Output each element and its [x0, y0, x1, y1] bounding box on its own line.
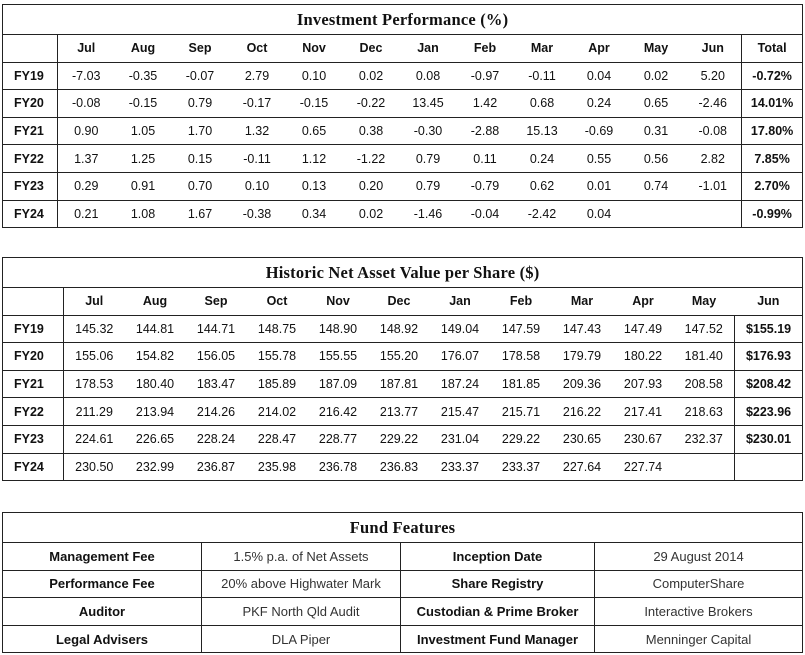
performance-cell: 0.15 [172, 145, 229, 173]
nav-cell: 183.47 [186, 370, 247, 398]
nav-cell: 144.81 [125, 315, 186, 343]
feature-value: 29 August 2014 [595, 543, 803, 571]
nav-cell: 229.22 [369, 425, 430, 453]
jun-header: Jun [735, 288, 803, 316]
nav-cell: 230.50 [64, 453, 125, 481]
year-label: FY22 [3, 145, 58, 173]
nav-cell: 178.58 [491, 343, 552, 371]
performance-cell: -0.07 [172, 62, 229, 90]
performance-cell: 0.02 [343, 62, 400, 90]
nav-cell: 229.22 [491, 425, 552, 453]
feature-value: ComputerShare [595, 570, 803, 598]
performance-header-row [3, 35, 803, 63]
performance-cell: -0.22 [343, 90, 400, 118]
feature-value: DLA Piper [202, 625, 401, 653]
performance-cell: -1.22 [343, 145, 400, 173]
nav-cell: 155.55 [308, 343, 369, 371]
table-row [3, 90, 803, 118]
nav-cell: 185.89 [247, 370, 308, 398]
month-header: Jan [400, 35, 457, 63]
nav-header-row [3, 288, 803, 316]
feature-row [3, 598, 803, 626]
nav-cell: 156.05 [186, 343, 247, 371]
performance-cell: 0.20 [343, 172, 400, 200]
table-row [3, 145, 803, 173]
month-header: Oct [247, 288, 308, 316]
nav-cell: 178.53 [64, 370, 125, 398]
performance-cell: 0.08 [400, 62, 457, 90]
nav-cell: 181.85 [491, 370, 552, 398]
performance-cell: 0.02 [343, 200, 400, 228]
performance-cell: 2.82 [685, 145, 742, 173]
nav-cell: 214.02 [247, 398, 308, 426]
nav-cell: 155.78 [247, 343, 308, 371]
nav-cell: 216.22 [552, 398, 613, 426]
performance-cell: 1.32 [229, 117, 286, 145]
nav-cell: 236.78 [308, 453, 369, 481]
nav-cell: 228.77 [308, 425, 369, 453]
feature-label: Investment Fund Manager [401, 625, 595, 653]
performance-cell: -0.11 [514, 62, 571, 90]
nav-cell: 207.93 [613, 370, 674, 398]
year-label: FY24 [3, 200, 58, 228]
nav-cell: 176.07 [430, 343, 491, 371]
investment-performance-table [2, 4, 803, 228]
performance-cell: 0.56 [628, 145, 685, 173]
month-header: Jan [430, 288, 491, 316]
jun-cell: $223.96 [735, 398, 803, 426]
performance-cell: 0.01 [571, 172, 628, 200]
performance-cell: 0.79 [400, 172, 457, 200]
performance-cell [685, 200, 742, 228]
nav-cell: 233.37 [430, 453, 491, 481]
performance-title: Investment Performance (%) [3, 5, 803, 35]
performance-cell: 0.04 [571, 200, 628, 228]
performance-cell: 15.13 [514, 117, 571, 145]
performance-cell: 0.79 [172, 90, 229, 118]
nav-cell: 218.63 [674, 398, 735, 426]
year-label: FY24 [3, 453, 64, 481]
nav-cell: 187.24 [430, 370, 491, 398]
jun-cell: $208.42 [735, 370, 803, 398]
month-header: Dec [369, 288, 430, 316]
table-row [3, 453, 803, 481]
nav-cell: 235.98 [247, 453, 308, 481]
month-header: Oct [229, 35, 286, 63]
month-header: Jul [64, 288, 125, 316]
nav-cell: 148.92 [369, 315, 430, 343]
performance-cell: 0.10 [286, 62, 343, 90]
nav-cell: 148.75 [247, 315, 308, 343]
performance-cell: 0.21 [58, 200, 115, 228]
table-row [3, 200, 803, 228]
nav-cell: 213.94 [125, 398, 186, 426]
nav-cell: 148.90 [308, 315, 369, 343]
jun-cell: $176.93 [735, 343, 803, 371]
performance-cell: 0.91 [115, 172, 172, 200]
performance-cell: 0.24 [514, 145, 571, 173]
nav-cell: 145.32 [64, 315, 125, 343]
performance-cell: 0.70 [172, 172, 229, 200]
performance-cell: 0.24 [571, 90, 628, 118]
performance-cell: 0.31 [628, 117, 685, 145]
month-header: Feb [491, 288, 552, 316]
performance-cell: 0.02 [628, 62, 685, 90]
performance-cell: -0.79 [457, 172, 514, 200]
table-row [3, 425, 803, 453]
month-header: Nov [286, 35, 343, 63]
month-header: May [628, 35, 685, 63]
year-label: FY22 [3, 398, 64, 426]
nav-cell: 227.64 [552, 453, 613, 481]
feature-row [3, 543, 803, 571]
nav-cell: 215.71 [491, 398, 552, 426]
performance-cell: 0.90 [58, 117, 115, 145]
feature-label: Performance Fee [3, 570, 202, 598]
nav-cell: 149.04 [430, 315, 491, 343]
total-cell: 2.70% [742, 172, 803, 200]
historic-nav-table [2, 257, 803, 481]
performance-cell: -0.17 [229, 90, 286, 118]
performance-cell: -0.15 [286, 90, 343, 118]
performance-corner-cell [3, 35, 58, 63]
nav-cell: 180.22 [613, 343, 674, 371]
total-cell: 17.80% [742, 117, 803, 145]
performance-cell: -0.97 [457, 62, 514, 90]
nav-cell: 144.71 [186, 315, 247, 343]
nav-cell: 233.37 [491, 453, 552, 481]
performance-cell: 1.37 [58, 145, 115, 173]
feature-value: PKF North Qld Audit [202, 598, 401, 626]
table-row [3, 315, 803, 343]
nav-cell: 236.87 [186, 453, 247, 481]
month-header: May [674, 288, 735, 316]
total-header: Total [742, 35, 803, 63]
nav-cell: 236.83 [369, 453, 430, 481]
month-header: Nov [308, 288, 369, 316]
year-label: FY21 [3, 370, 64, 398]
nav-cell: 154.82 [125, 343, 186, 371]
performance-cell: 0.29 [58, 172, 115, 200]
nav-cell: 180.40 [125, 370, 186, 398]
performance-cell: 0.13 [286, 172, 343, 200]
total-cell: -0.99% [742, 200, 803, 228]
feature-label: Share Registry [401, 570, 595, 598]
performance-cell: 1.25 [115, 145, 172, 173]
performance-cell: -7.03 [58, 62, 115, 90]
year-label: FY23 [3, 425, 64, 453]
year-label: FY23 [3, 172, 58, 200]
feature-row [3, 625, 803, 653]
total-cell: 7.85% [742, 145, 803, 173]
performance-cell: 1.67 [172, 200, 229, 228]
performance-cell: 0.74 [628, 172, 685, 200]
month-header: Sep [186, 288, 247, 316]
year-label: FY19 [3, 315, 64, 343]
nav-cell: 215.47 [430, 398, 491, 426]
performance-cell: -2.88 [457, 117, 514, 145]
nav-cell: 211.29 [64, 398, 125, 426]
feature-value: Menninger Capital [595, 625, 803, 653]
nav-cell: 227.74 [613, 453, 674, 481]
feature-row [3, 570, 803, 598]
table-row [3, 172, 803, 200]
nav-cell: 147.49 [613, 315, 674, 343]
total-cell: 14.01% [742, 90, 803, 118]
nav-cell: 232.37 [674, 425, 735, 453]
performance-cell: 1.42 [457, 90, 514, 118]
year-label: FY20 [3, 90, 58, 118]
nav-cell: 155.20 [369, 343, 430, 371]
nav-cell: 147.52 [674, 315, 735, 343]
nav-cell [674, 453, 735, 481]
month-header: Sep [172, 35, 229, 63]
total-cell: -0.72% [742, 62, 803, 90]
performance-cell: 0.65 [286, 117, 343, 145]
nav-cell: 216.42 [308, 398, 369, 426]
feature-label: Custodian & Prime Broker [401, 598, 595, 626]
feature-label: Legal Advisers [3, 625, 202, 653]
performance-cell: 0.11 [457, 145, 514, 173]
nav-cell: 147.43 [552, 315, 613, 343]
nav-cell: 230.67 [613, 425, 674, 453]
nav-corner-cell [3, 288, 64, 316]
table-row [3, 398, 803, 426]
month-header: Aug [115, 35, 172, 63]
month-header: Apr [613, 288, 674, 316]
month-header: Aug [125, 288, 186, 316]
performance-cell: -0.69 [571, 117, 628, 145]
nav-cell: 208.58 [674, 370, 735, 398]
nav-cell: 147.59 [491, 315, 552, 343]
performance-cell: 5.20 [685, 62, 742, 90]
feature-value: 20% above Highwater Mark [202, 570, 401, 598]
performance-cell: -0.15 [115, 90, 172, 118]
performance-cell: 0.62 [514, 172, 571, 200]
nav-cell: 217.41 [613, 398, 674, 426]
nav-cell: 226.65 [125, 425, 186, 453]
jun-cell: $155.19 [735, 315, 803, 343]
feature-label: Inception Date [401, 543, 595, 571]
performance-cell: 1.05 [115, 117, 172, 145]
month-header: Mar [552, 288, 613, 316]
nav-cell: 179.79 [552, 343, 613, 371]
performance-cell: 1.70 [172, 117, 229, 145]
performance-cell: -0.30 [400, 117, 457, 145]
performance-cell: 0.68 [514, 90, 571, 118]
jun-cell: $230.01 [735, 425, 803, 453]
jun-cell [735, 453, 803, 481]
performance-cell: 0.65 [628, 90, 685, 118]
feature-label: Management Fee [3, 543, 202, 571]
performance-cell: 0.34 [286, 200, 343, 228]
nav-cell: 187.81 [369, 370, 430, 398]
table-row [3, 343, 803, 371]
fund-features-table [2, 512, 803, 653]
performance-cell: -0.08 [58, 90, 115, 118]
performance-cell: 1.12 [286, 145, 343, 173]
performance-cell: -1.46 [400, 200, 457, 228]
performance-cell: 0.55 [571, 145, 628, 173]
performance-cell: 0.04 [571, 62, 628, 90]
performance-cell: -2.46 [685, 90, 742, 118]
features-title: Fund Features [3, 513, 803, 543]
nav-cell: 155.06 [64, 343, 125, 371]
performance-cell: 13.45 [400, 90, 457, 118]
nav-cell: 214.26 [186, 398, 247, 426]
nav-cell: 230.65 [552, 425, 613, 453]
month-header: Mar [514, 35, 571, 63]
performance-cell: -0.04 [457, 200, 514, 228]
performance-cell: -0.08 [685, 117, 742, 145]
performance-cell: 1.08 [115, 200, 172, 228]
year-label: FY19 [3, 62, 58, 90]
feature-value: Interactive Brokers [595, 598, 803, 626]
month-header: Jun [685, 35, 742, 63]
nav-cell: 187.09 [308, 370, 369, 398]
month-header: Jul [58, 35, 115, 63]
year-label: FY20 [3, 343, 64, 371]
performance-cell: -1.01 [685, 172, 742, 200]
month-header: Feb [457, 35, 514, 63]
nav-cell: 213.77 [369, 398, 430, 426]
performance-cell: -0.11 [229, 145, 286, 173]
performance-cell: -0.38 [229, 200, 286, 228]
table-row [3, 117, 803, 145]
performance-cell: -2.42 [514, 200, 571, 228]
nav-cell: 231.04 [430, 425, 491, 453]
nav-cell: 181.40 [674, 343, 735, 371]
nav-title: Historic Net Asset Value per Share ($) [3, 258, 803, 288]
nav-cell: 224.61 [64, 425, 125, 453]
nav-cell: 232.99 [125, 453, 186, 481]
nav-cell: 228.47 [247, 425, 308, 453]
performance-cell [628, 200, 685, 228]
year-label: FY21 [3, 117, 58, 145]
performance-cell: 0.10 [229, 172, 286, 200]
feature-value: 1.5% p.a. of Net Assets [202, 543, 401, 571]
nav-cell: 209.36 [552, 370, 613, 398]
table-row [3, 370, 803, 398]
nav-cell: 228.24 [186, 425, 247, 453]
performance-cell: 0.79 [400, 145, 457, 173]
table-row [3, 62, 803, 90]
month-header: Apr [571, 35, 628, 63]
performance-cell: 0.38 [343, 117, 400, 145]
month-header: Dec [343, 35, 400, 63]
performance-cell: -0.35 [115, 62, 172, 90]
feature-label: Auditor [3, 598, 202, 626]
performance-cell: 2.79 [229, 62, 286, 90]
